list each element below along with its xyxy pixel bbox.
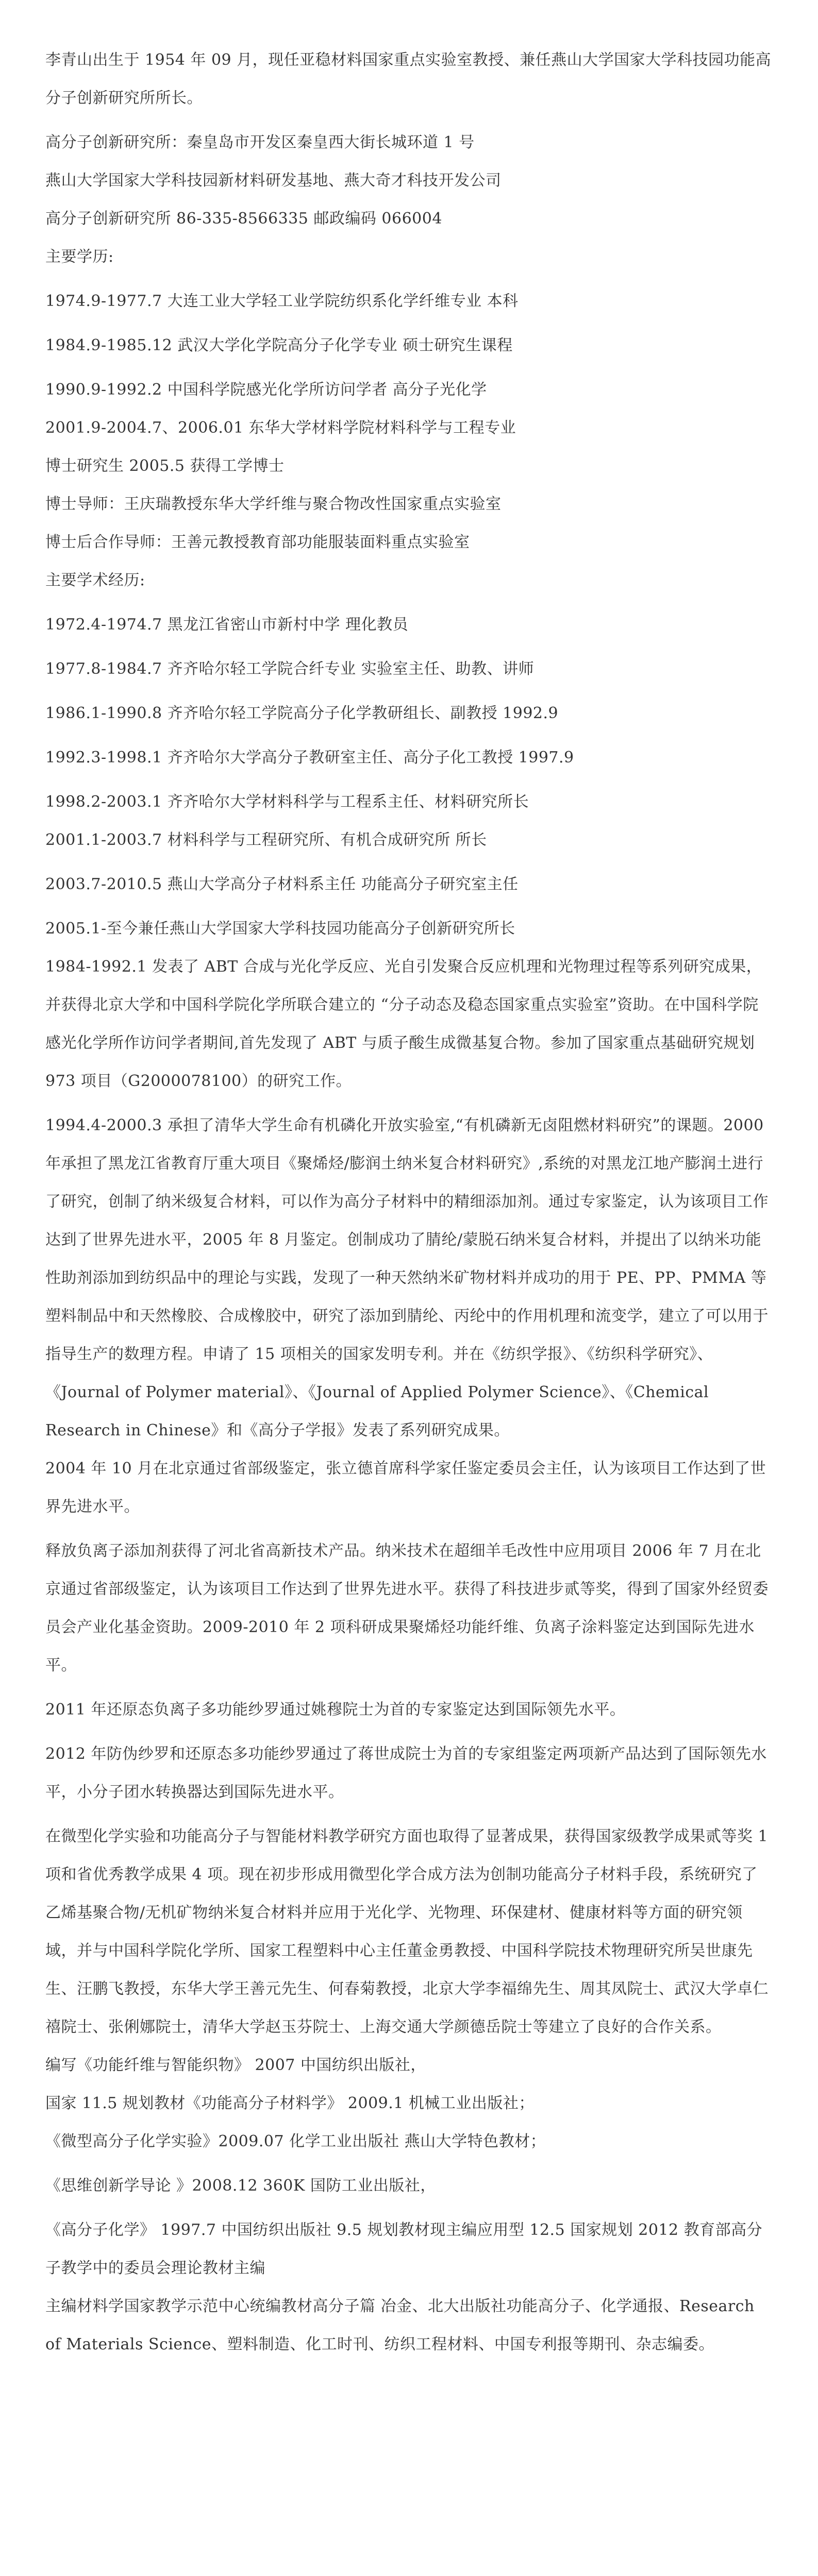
- affiliation-line: 燕山大学国家大学科技园新材料研发基地、燕大奇才科技开发公司: [45, 172, 502, 190]
- publication-item: 《思维创新学导论 》2008.12 360K 国防工业出版社，: [45, 2177, 436, 2195]
- biography-text: [45, 41, 773, 2364]
- advisor-line: 博士后合作导师：王善元教授教育部功能服装面料重点实验室: [45, 533, 470, 551]
- career-item: 1992.3-1998.1 齐齐哈尔大学高分子教研室主任、高分子化工教授 1997.9: [45, 749, 574, 767]
- career-item: 1972.4-1974.7 黑龙江省密山市新村中学 理化教员: [45, 616, 409, 634]
- publication-item: 国家 11.5 规划教材《功能高分子材料学》 2009.1 机械工业出版社；: [45, 2094, 535, 2112]
- career-heading: 主要学术经历:: [45, 571, 145, 589]
- career-item: 2003.7-2010.5 燕山大学高分子材料系主任 功能高分子研究室主任: [45, 875, 519, 893]
- address-line: 高分子创新研究所：秦皇岛市开发区秦皇西大街长城环道 1 号: [45, 133, 475, 151]
- contact-line: 高分子创新研究所 86-335-8566335 邮政编码 066004: [45, 210, 442, 228]
- publication-item: 编写《功能纤维与智能织物》 2007 中国纺织出版社，: [45, 2056, 426, 2074]
- education-item: 2001.9-2004.7、2006.01 东华大学材料学院材料科学与工程专业: [45, 419, 516, 437]
- editorial-line: 主编材料学国家教学示范中心统编教材高分子篇 冶金、北大出版社功能高分子、化学通报、Research of Materials Science、塑料制造、化工时刊、纺织工程材料、中国专利报等期刊、杂志编委。: [45, 2297, 755, 2353]
- research-paragraph: 1994.4-2000.3 承担了清华大学生命有机磷化开放实验室,“有机磷新无卤阻燃材料研究”的课题。2000 年承担了黑龙江省教育厅重大项目《聚烯烃/膨润土纳米复合材料研究》,系统的对黑龙江地产膨润土进行了研究，创制了纳米级复合材料，可以作为高分子材料中的精细添加剂。通过专家鉴定，认为该项目工作达到了世界先进水平，2005 年 8 月鉴定。创制成功了腈纶/蒙脱石纳米复合材料，并提出了以纳米功能性助剂添加到纺织品中的理论与实践，发现了一种天然纳米矿物材料并成功的用于 PE、PP、PMMA 等塑料制品中和天然橡胶、合成橡胶中，研究了添加到腈纶、丙纶中的作用机理和流变学，建立了可以用于指导生产的数理方程。申请了 15 项相关的国家发明专利。并在《纺织学报》、《纺织科学研究》、《Journal of Polymer material》、《Journal of Applied Polymer Science》、《Chemical Research in Chinese》和《高分子学报》发表了系列研究成果。: [45, 1116, 769, 1439]
- career-item: 2005.1-至今兼任燕山大学国家大学科技园功能高分子创新研究所长: [45, 920, 515, 938]
- career-item: 1986.1-1990.8 齐齐哈尔轻工学院高分子化学教研组长、副教授 1992.9: [45, 704, 559, 722]
- education-heading: 主要学历:: [45, 248, 114, 266]
- publication-item: 《高分子化学》 1997.7 中国纺织出版社 9.5 规划教材现主编应用型 12.5 国家规划 2012 教育部高分子教学中的委员会理论教材主编: [45, 2221, 763, 2277]
- education-item: 1974.9-1977.7 大连工业大学轻工业学院纺织系化学纤维专业 本科: [45, 292, 519, 310]
- education-item: 博士研究生 2005.5 获得工学博士: [45, 457, 285, 475]
- career-item: 1998.2-2003.1 齐齐哈尔大学材料科学与工程系主任、材料研究所长: [45, 793, 529, 811]
- career-item: 1977.8-1984.7 齐齐哈尔轻工学院合纤专业 实验室主任、助教、讲师: [45, 660, 535, 678]
- document-page: [0, 41, 818, 2364]
- research-paragraph: 2011 年还原态负离子多功能纱罗通过姚穆院士为首的专家鉴定达到国际领先水平。: [45, 1701, 626, 1719]
- intro-paragraph: 李青山出生于 1954 年 09 月，现任亚稳材料国家重点实验室教授、兼任燕山大学国家大学科技园功能高分子创新研究所所长。: [45, 51, 772, 107]
- research-paragraph: 2012 年防伪纱罗和还原态多功能纱罗通过了蒋世成院士为首的专家组鉴定两项新产品达到了国际领先水平，小分子团水转换器达到国际先进水平。: [45, 1745, 767, 1801]
- teaching-paragraph: 在微型化学实验和功能高分子与智能材料教学研究方面也取得了显著成果，获得国家级教学成果贰等奖 1 项和省优秀教学成果 4 项。现在初步形成用微型化学合成方法为创制功能高分子材料手段，系统研究了乙烯基聚合物/无机矿物纳米复合材料并应用于光化学、光物理、环保建材、健康材料等方面的研究领域，并与中国科学院化学所、国家工程塑料中心主任董金勇教授、中国科学院技术物理研究所吴世康先生、汪鹏飞教授，东华大学王善元先生、何春菊教授，北京大学李福绵先生、周其凤院士、武汉大学卓仁禧院士、张俐娜院士，清华大学赵玉芬院士、上海交通大学颜德岳院士等建立了良好的合作关系。: [45, 1827, 769, 2036]
- research-paragraph: 1984-1992.1 发表了 ABT 合成与光化学反应、光自引发聚合反应机理和光物理过程等系列研究成果，并获得北京大学和中国科学院化学所联合建立的 “分子动态及稳态国家重点实验室”资助。在中国科学院感光化学所作访问学者期间,首先发现了 ABT 与质子酸生成微基复合物。参加了国家重点基础研究规划 973 项目（G2000078100）的研究工作。: [45, 958, 762, 1090]
- publication-item: 《微型高分子化学实验》2009.07 化学工业出版社 燕山大学特色教材；: [45, 2132, 546, 2150]
- research-paragraph: 2004 年 10 月在北京通过省部级鉴定，张立德首席科学家任鉴定委员会主任，认为该项目工作达到了世界先进水平。: [45, 1460, 766, 1516]
- advisor-line: 博士导师：王庆瑞教授东华大学纤维与聚合物改性国家重点实验室: [45, 495, 502, 513]
- career-item: 2001.1-2003.7 材料科学与工程研究所、有机合成研究所 所长: [45, 831, 487, 849]
- education-item: 1990.9-1992.2 中国科学院感光化学所访问学者 高分子光化学: [45, 381, 487, 399]
- education-item: 1984.9-1985.12 武汉大学化学院高分子化学专业 硕士研究生课程: [45, 336, 513, 354]
- research-paragraph: 释放负离子添加剂获得了河北省高新技术产品。纳米技术在超细羊毛改性中应用项目 2006 年 7 月在北京通过省部级鉴定，认为该项目工作达到了世界先进水平。获得了科技进步贰等奖，得到了国家外经贸委员会产业化基金资助。2009-2010 年 2 项科研成果聚烯烃功能纤维、负离子涂料鉴定达到国际先进水平。: [45, 1542, 769, 1674]
